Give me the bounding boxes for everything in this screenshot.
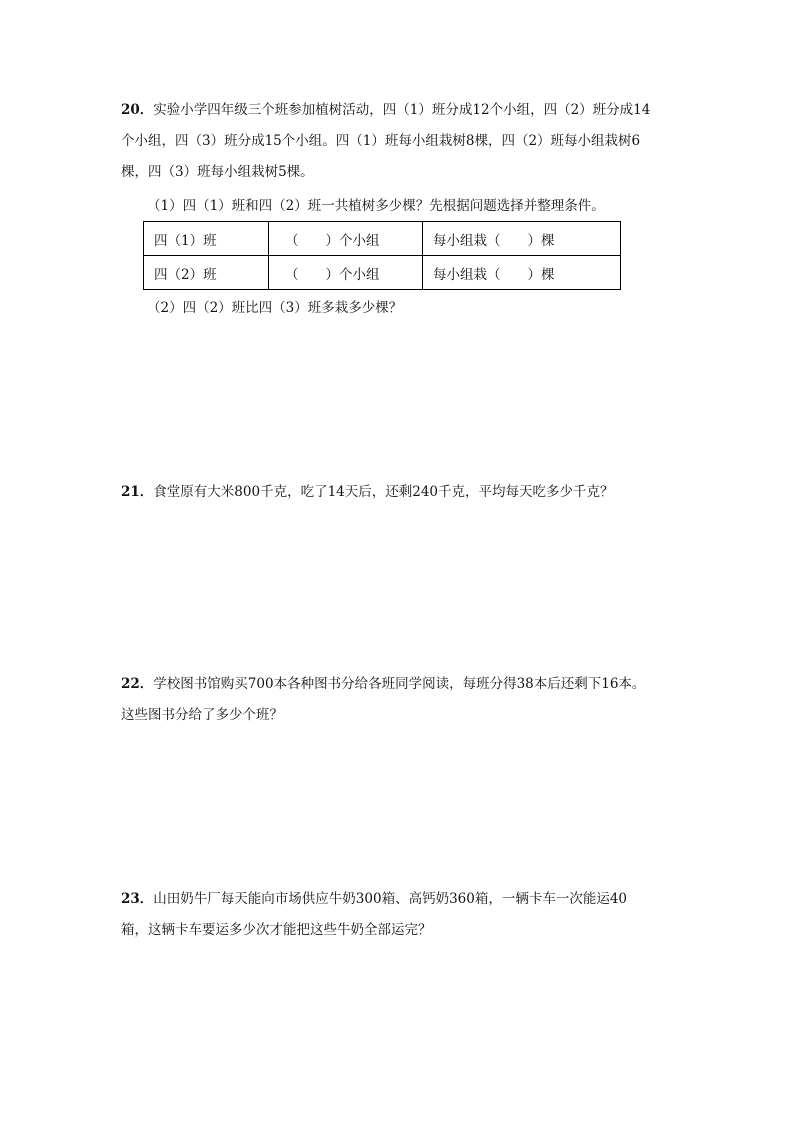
question-number: 20 [121, 102, 140, 118]
question-20-line-3: 棵，四（3）班每小组栽树5棵。 [121, 164, 314, 180]
question-23-line-1: 23．山田奶牛厂每天能向市场供应牛奶300箱、高钙奶360箱，一辆卡车一次能运40 [121, 891, 628, 907]
question-23 [121, 884, 681, 946]
trees-blank-cell[interactable]: 每小组栽（ ）棵 [423, 222, 621, 256]
question-21 [121, 477, 681, 508]
question-22 [121, 669, 681, 731]
question-22-line-1: 22．学校图书馆购买700本各种图书分给各班同学阅读，每班分得38本后还剩下16本。 [121, 676, 646, 692]
class-cell: 四（1）班 [144, 222, 269, 256]
groups-blank-cell[interactable]: （ ）个小组 [269, 256, 423, 290]
question-20-part-2: （2）四（2）班比四（3）班多栽多少棵？ [147, 300, 403, 316]
question-number: 21 [121, 484, 140, 500]
trees-blank-cell[interactable]: 每小组栽（ ）棵 [423, 256, 621, 290]
conditions-table [143, 221, 621, 290]
question-20-part-1: （1）四（1）班和四（2）班一共植树多少棵？先根据问题选择并整理条件。 [147, 198, 605, 214]
question-22-line-2: 这些图书分给了多少个班？ [121, 707, 283, 723]
question-number: 22 [121, 676, 140, 692]
table-row [144, 256, 621, 290]
question-number: 23 [121, 891, 140, 907]
question-20-line-2: 个小组，四（3）班分成15个小组。四（1）班每小组栽树8棵，四（2）班每小组栽树6 [121, 133, 641, 149]
question-20-line-1: 20．实验小学四年级三个班参加植树活动，四（1）班分成12个小组，四（2）班分成14 [121, 102, 651, 118]
class-cell: 四（2）班 [144, 256, 269, 290]
question-20 [121, 95, 681, 188]
table-row [144, 222, 621, 256]
question-23-line-2: 箱，这辆卡车要运多少次才能把这些牛奶全部运完？ [121, 922, 432, 938]
groups-blank-cell[interactable]: （ ）个小组 [269, 222, 423, 256]
question-21-line-1: 21．食堂原有大米800千克，吃了14天后，还剩240千克，平均每天吃多少千克？ [121, 484, 614, 500]
